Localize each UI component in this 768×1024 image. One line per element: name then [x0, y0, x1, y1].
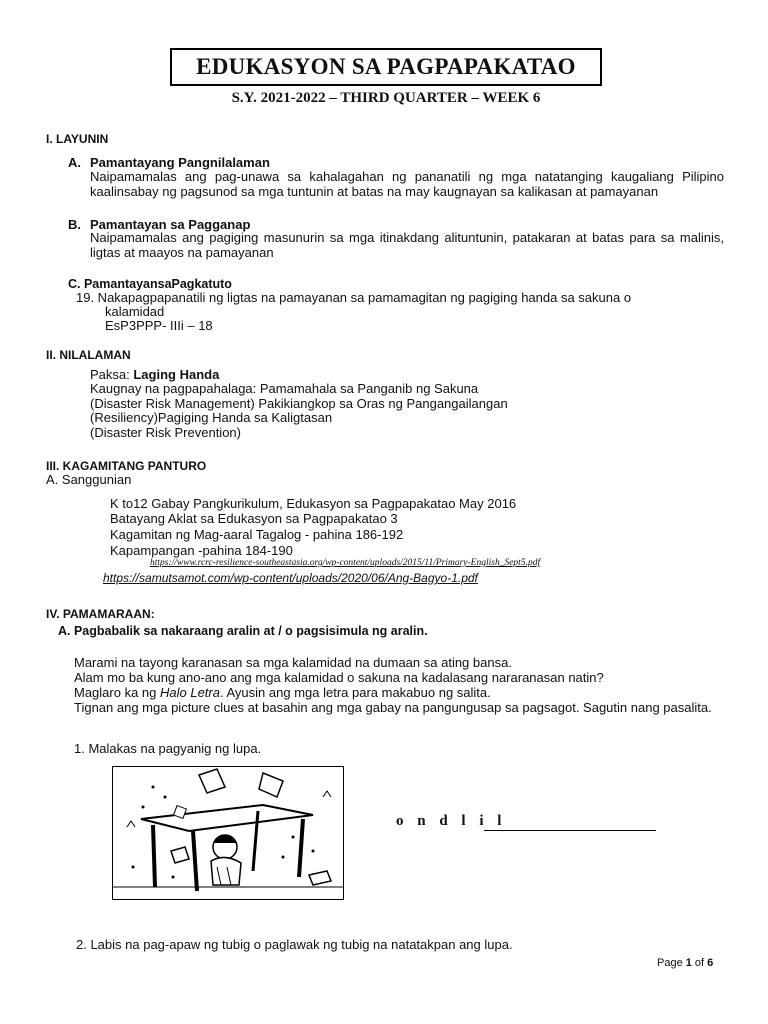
reference-3: Kagamitan ng Mag-aaral Tagalog - pahina 186-192 — [110, 527, 404, 542]
objective-c-title: C. PamantayansaPagkatuto — [68, 277, 232, 291]
intro-line-1: Marami na tayong karanasan sa mga kalamidad na dumaan sa ating bansa. — [74, 655, 512, 670]
section-4-heading: IV. PAMAMARAAN: — [46, 607, 155, 621]
document-title: EDUKASYON SA PAGPAPAKATAO — [196, 54, 576, 79]
reference-2: Batayang Aklat sa Edukasyon sa Pagpapakatao 3 — [110, 511, 398, 526]
title-box — [170, 48, 602, 86]
references-subheading: A. Sanggunian — [46, 472, 132, 487]
reference-4: Kapampangan -pahina 184-190 — [110, 543, 293, 558]
reference-link-2[interactable]: https://samutsamot.com/wp-content/uploads/2020/06/Ang-Bagyo-1.pdf — [103, 571, 478, 585]
reference-1: K to12 Gabay Pangkurikulum, Edukasyon sa Pagpapakatao May 2016 — [110, 496, 517, 511]
objective-a-label: A. — [68, 155, 81, 170]
document-subtitle: S.Y. 2021-2022 – THIRD QUARTER – WEEK 6 — [231, 90, 541, 106]
values-line-1: Kaugnay na pagpapahalaga: Pamamahala sa Panganib ng Sakuna — [90, 381, 479, 396]
scrambled-word-1: o n d l i l — [396, 813, 507, 829]
reference-link-1[interactable]: https://www.rcrc-resilience-southeastasia.org/wp-content/uploads/2015/11/Primary-English_Sept5.pdf — [150, 558, 541, 568]
halo-letra-term: Halo Letra — [160, 685, 220, 700]
section-2-heading: II. NILALAMAN — [46, 348, 131, 362]
objective-a-text: Naipamamalas ang pag-unawa sa kahalagahan ng pananatili ng mga natatanging kaugaliang Pilipino kaalinsabay ng pagsunod sa mga tuntunin at batas na may kaugnayan sa kalikasan at pamayanan — [90, 169, 724, 199]
page-of: of — [691, 957, 708, 969]
intro-line-3 — [74, 686, 491, 701]
child-under-table-icon — [113, 767, 343, 899]
values-line-3: (Resiliency)Pagiging Handa sa Kaligtasan — [90, 410, 333, 425]
topic-label: Paksa: — [90, 367, 134, 382]
section-1-heading: I. LAYUNIN — [46, 132, 109, 146]
topic-value: Laging Handa — [133, 367, 220, 382]
objective-c-code: EsP3PPP- IIIi – 18 — [105, 318, 213, 333]
page-number — [657, 957, 713, 969]
objective-c-line1: 19. Nakapagpapanatili ng ligtas na pamayanan sa pamamagitan ng pagiging handa sa sakuna o — [76, 290, 632, 305]
page-total: 6 — [707, 957, 714, 969]
values-line-4: (Disaster Risk Prevention) — [90, 425, 241, 440]
page-label: Page — [657, 957, 686, 969]
answer-blank-1[interactable] — [484, 830, 656, 831]
earthquake-illustration — [112, 766, 344, 900]
procedure-a-title: A. Pagbabalik sa nakaraang aralin at / o pagsisimula ng aralin. — [58, 624, 428, 638]
intro-line-4: Tignan ang mga picture clues at basahin ang mga gabay na pangungusap sa pagsagot. Sagutin nang pasalita. — [74, 700, 712, 715]
item-1-clue: 1. Malakas na pagyanig ng lupa. — [74, 741, 262, 756]
objective-c-line2: kalamidad — [105, 304, 165, 319]
objective-a-title: Pamantayang Pangnilalaman — [90, 155, 270, 170]
values-line-2: (Disaster Risk Management) Pakikiangkop sa Oras ng Pangangailangan — [90, 396, 508, 411]
intro-line-3-post: . Ayusin ang mga letra para makabuo ng salita. — [219, 685, 491, 700]
intro-line-3-pre: Maglaro ka ng — [74, 685, 160, 700]
intro-line-2: Alam mo ba kung ano-ano ang mga kalamidad o sakuna na kadalasang nararanasan natin? — [74, 670, 604, 685]
page-current: 1 — [685, 957, 692, 969]
objective-b-text: Naipamamalas ang pagiging masunurin sa mga itinakdang alituntunin, patakaran at batas para sa malinis, ligtas at maayos na pamayanan — [90, 230, 724, 260]
section-3-heading: III. KAGAMITANG PANTURO — [46, 459, 207, 473]
item-2-clue: 2. Labis na pag-apaw ng tubig o paglawak ng tubig na natatakpan ang lupa. — [76, 937, 513, 952]
objective-b-label: B. — [68, 217, 81, 232]
objective-b-title: Pamantayan sa Pagganap — [90, 217, 251, 232]
